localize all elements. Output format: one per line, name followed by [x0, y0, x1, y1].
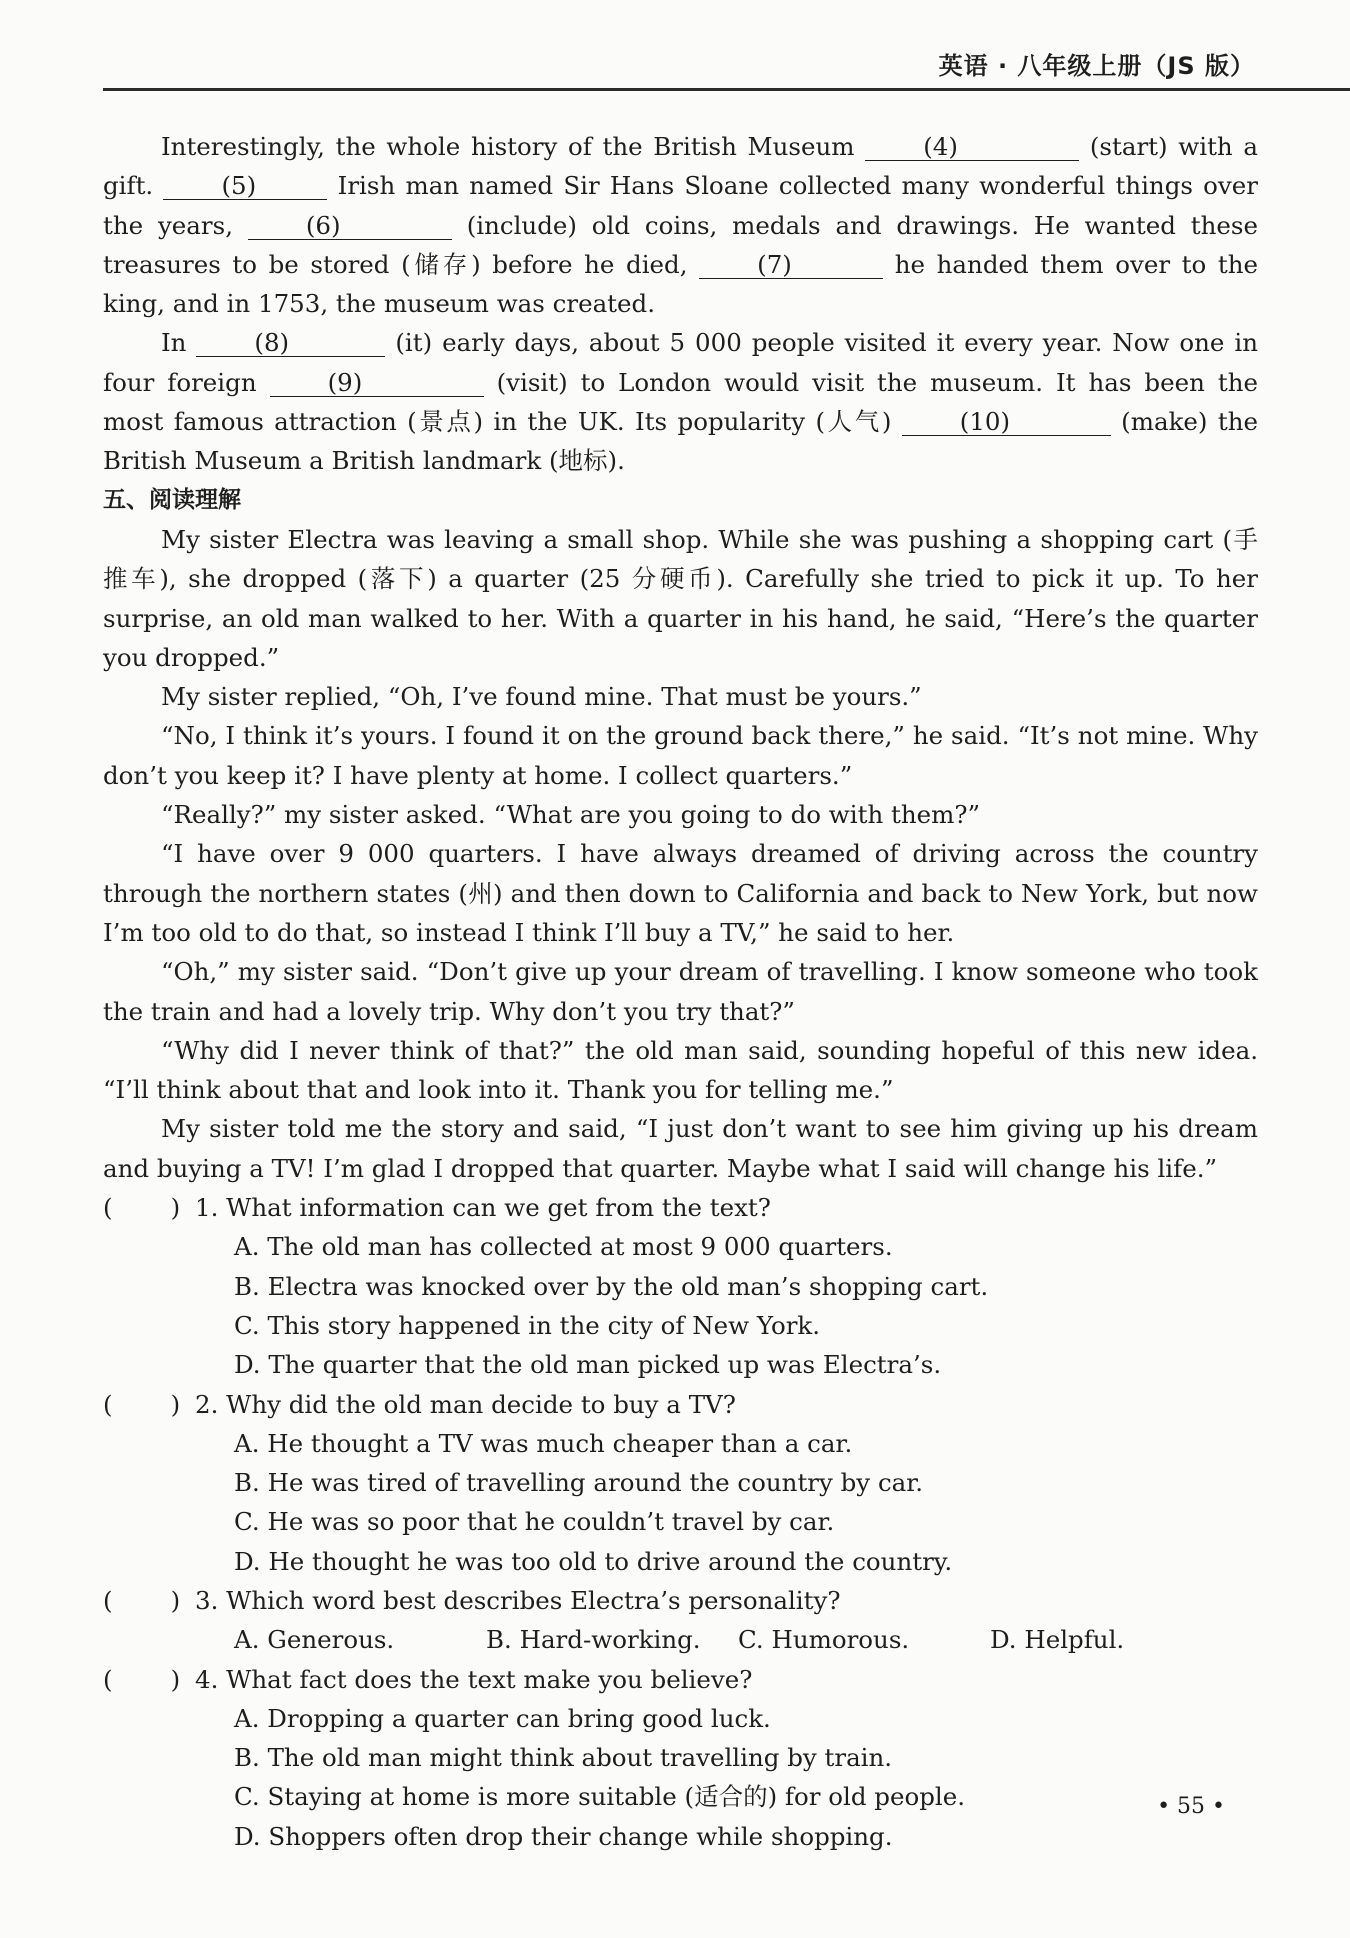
question-stem: 3. Which word best describes Electra’s personality? — [195, 1585, 841, 1615]
option-a[interactable]: A. The old man has collected at most 9 000 quarters. — [234, 1232, 893, 1262]
paren-open: ( — [103, 1664, 113, 1694]
story-paragraph: “Oh,” my sister said. “Don’t give up your dream of travelling. I know someone who took the train and had a lovely trip. Why don’t you try that?” — [103, 957, 1258, 1026]
option-a[interactable]: A. Dropping a quarter can bring good luck. — [234, 1703, 771, 1733]
blank-7[interactable] — [699, 249, 883, 279]
page-number: • 55 • — [1157, 1794, 1225, 1819]
header-rule — [103, 88, 1350, 91]
blank-4[interactable] — [865, 134, 1079, 161]
story-paragraph: “Why did I never think of that?” the old man said, sounding hopeful of this new idea. “I’ll think about that and look into it. Thank you for telling me.” — [103, 1035, 1258, 1105]
text: Irish man named Sir Hans Sloane collected many wonderful things over the years, — [103, 171, 1258, 240]
option-d[interactable]: D. Helpful. — [990, 1625, 1125, 1655]
paren-open: ( — [103, 1193, 113, 1223]
answer-slot[interactable] — [103, 1385, 195, 1424]
blank-number: (4) — [923, 132, 958, 161]
blank-5[interactable] — [163, 173, 327, 200]
blank-number: (7) — [757, 249, 792, 279]
text: (visit) to London would visit the museum. It has been the most famous attraction (景点) in the UK. Its popularity (人气) — [103, 367, 1258, 437]
option-a[interactable]: A. Generous. — [234, 1625, 395, 1655]
section-title: 五、阅读理解 — [103, 486, 241, 513]
option-c[interactable]: C. Humorous. — [738, 1625, 910, 1655]
blank-10[interactable] — [902, 409, 1111, 436]
option-d[interactable]: D. He thought he was too old to drive around the country. — [234, 1546, 953, 1576]
story-paragraph: My sister told me the story and said, “I just don’t want to see him giving up his dream and buying a TV! I’m glad I dropped that quarter. Maybe what I said will change his life.” — [103, 1114, 1258, 1183]
option-c[interactable]: C. Staying at home is more suitable (适合的) for old people. — [234, 1782, 966, 1812]
text: (it) early days, about 5 000 people visited it every year. Now one in four foreign — [103, 328, 1258, 397]
option-b[interactable]: B. Hard-working. — [486, 1625, 701, 1655]
story-paragraph: My sister Electra was leaving a small shop. While she was pushing a shopping cart (手推车), she dropped (落下) a quarter (25 分硬币). Carefully she tried to pick it up. To her surprise, an old man walked to her. With a quarter in his hand, he said, “Here’s the quarter you dropped.” — [103, 524, 1258, 672]
paren-close: ) — [170, 1389, 181, 1419]
page-content — [103, 127, 1258, 1856]
blank-8[interactable] — [196, 330, 385, 357]
answer-slot[interactable] — [103, 1188, 195, 1227]
option-c[interactable]: C. He was so poor that he couldn’t travel by car. — [234, 1507, 835, 1537]
blank-number: (8) — [254, 328, 290, 358]
question-4 — [103, 1660, 1258, 1699]
option-b[interactable]: B. He was tired of travelling around the country by car. — [234, 1468, 924, 1498]
story-paragraph: “I have over 9 000 quarters. I have always dreamed of driving across the country through the northern states (州) and then down to California and back to New York, but now I’m too old to do that, so instead I think I’ll buy a TV,” he said to her. — [103, 839, 1258, 947]
question-stem: 1. What information can we get from the text? — [195, 1193, 771, 1223]
option-d[interactable]: D. Shoppers often drop their change while shopping. — [234, 1821, 893, 1851]
paren-close: ) — [170, 1585, 181, 1615]
question-3 — [103, 1581, 1258, 1620]
option-b[interactable]: B. Electra was knocked over by the old man’s shopping cart. — [234, 1271, 989, 1301]
passage-paragraph-2 — [103, 323, 1258, 480]
paren-open: ( — [103, 1389, 113, 1419]
paren-close: ) — [170, 1193, 181, 1223]
blank-number: (6) — [305, 210, 341, 240]
blank-number: (5) — [221, 171, 257, 201]
story-paragraph: “Really?” my sister asked. “What are you going to do with them?” — [161, 800, 981, 830]
text: In — [161, 328, 187, 358]
page-header — [0, 0, 1350, 90]
paren-open: ( — [103, 1585, 113, 1615]
option-c[interactable]: C. This story happened in the city of New York. — [234, 1310, 821, 1340]
story-paragraph: My sister replied, “Oh, I’ve found mine. That must be yours.” — [161, 682, 922, 712]
question-stem: 2. Why did the old man decide to buy a TV? — [195, 1389, 736, 1419]
blank-6[interactable] — [248, 210, 452, 240]
blank-9[interactable] — [270, 367, 484, 397]
paren-close: ) — [170, 1664, 181, 1694]
story-paragraph: “No, I think it’s yours. I found it on the ground back there,” he said. “It’s not mine. Why don’t you keep it? I have plenty at home. I collect quarters.” — [103, 721, 1258, 790]
question-1 — [103, 1188, 1258, 1227]
blank-number: (10) — [959, 407, 1011, 437]
text: (start) with a gift. — [103, 132, 1258, 201]
text: (make) the British Museum a British landmark (地标). — [103, 407, 1258, 476]
option-a[interactable]: A. He thought a TV was much cheaper than a car. — [234, 1428, 853, 1458]
text: Interestingly, the whole history of the British Museum — [161, 132, 855, 161]
option-b[interactable]: B. The old man might think about travelling by train. — [234, 1743, 893, 1773]
passage-paragraph-1 — [103, 127, 1258, 323]
book-title: 英语 · 八年级上册（JS 版） — [938, 52, 1255, 80]
option-d[interactable]: D. The quarter that the old man picked up was Electra’s. — [234, 1350, 942, 1380]
blank-number: (9) — [327, 367, 363, 397]
text: he handed them over to the king, and in 1753, the museum was created. — [103, 249, 1259, 319]
answer-slot[interactable] — [103, 1581, 195, 1620]
options-row — [103, 1620, 1258, 1659]
answer-slot[interactable] — [103, 1660, 195, 1699]
question-2 — [103, 1385, 1258, 1424]
question-stem: 4. What fact does the text make you believe? — [195, 1664, 753, 1694]
text: (include) old coins, medals and drawings. He wanted these treasures to be stored (储存) before he died, — [103, 210, 1258, 279]
